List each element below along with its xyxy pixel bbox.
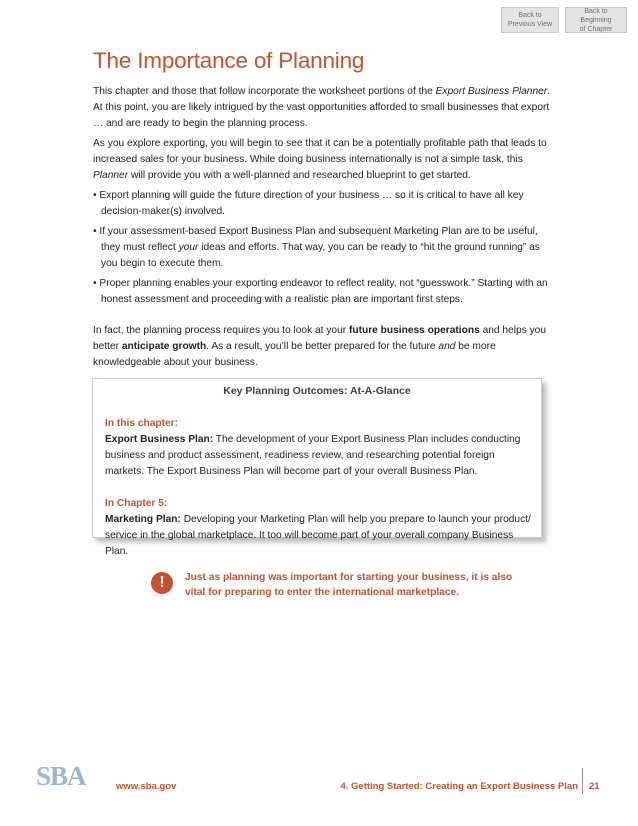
- text-strong: future business operations: [348, 325, 480, 336]
- text-span: . As a result, you’ll be better prepared for the future: [206, 341, 439, 352]
- bullet-item: [93, 276, 553, 308]
- text-span: As you explore exporting, you will begin to see that it can be a potentially profitable path that leads to increased sales for your business. While doing business internationally is not a simple task, this: [93, 138, 547, 165]
- callout-text: Just as planning was important for starting your business, it is also vital for preparing to enter the international marketplace.: [185, 572, 513, 598]
- text-emphasis: Export Business Planner: [435, 86, 548, 97]
- text-span: . At this point, you are likely intrigued by the vast opportunities afforded to small businesses that export … and are ready to begin the planning process.: [93, 86, 551, 129]
- text-span: and helps you better: [93, 325, 547, 352]
- sba-logo-text: SBA: [36, 763, 86, 787]
- text-span: If your assessment-based Export Business Plan and subsequent Marketing Plan are to be useful, they must reflect: [96, 226, 538, 253]
- text-emphasis: Planner: [93, 170, 129, 181]
- footer-url-link[interactable]: www.sba.gov: [116, 781, 177, 792]
- key-outcomes-box: [92, 378, 542, 557]
- conclusion-paragraph: [93, 323, 553, 371]
- callout-note: [151, 572, 511, 602]
- text-span: will provide you with a well-planned and researched blueprint to get started.: [128, 170, 471, 181]
- box-title: Key Planning Outcomes: At-A-Glance: [223, 385, 411, 397]
- exclamation-icon: !: [151, 572, 173, 594]
- bullet-marker: •: [93, 278, 97, 289]
- section-heading: In this chapter:: [105, 418, 179, 429]
- bullet-item: [93, 188, 553, 220]
- body-text: [93, 84, 553, 375]
- page-title: The Importance of Planning: [93, 48, 365, 73]
- text-emphasis: your: [178, 242, 199, 253]
- outcome-section-this-chapter: [105, 416, 533, 480]
- section-label: Marketing Plan:: [105, 514, 181, 525]
- bullet-marker: •: [93, 226, 97, 237]
- section-text: [105, 432, 533, 480]
- text-span: Developing your Marketing Plan will help you prepare to launch your product/ service in the global marketplace. It too will become part of your overall company Business Plan.: [105, 514, 531, 557]
- bullet-marker: •: [93, 190, 97, 201]
- section-heading: In Chapter 5:: [105, 498, 168, 509]
- text-span: Proper planning enables your exporting endeavor to reflect reality, not “guesswork.” Starting with an honest assessment and proceeding with a realistic plan are important first steps.: [96, 278, 548, 305]
- text-emphasis: and: [438, 341, 456, 352]
- text-span: The development of your Export Business Plan includes conducting business and product assessment, readiness review, and researching potential foreign markets. The Export Business Plan will become part of your overall Business Plan.: [105, 434, 521, 477]
- text-span: be more knowledgeable about your business.: [93, 341, 496, 368]
- back-to-previous-view-button[interactable]: Back to Previous View: [501, 7, 559, 33]
- outcome-section-chapter-5: [105, 496, 533, 560]
- intro-paragraph: [93, 84, 553, 132]
- bullet-item: [93, 224, 553, 272]
- explore-paragraph: [93, 136, 553, 184]
- sba-logo: [36, 763, 108, 787]
- box-body: [105, 416, 533, 576]
- back-to-beginning-of-chapter-button[interactable]: Back to Beginning of Chapter: [565, 7, 627, 33]
- text-span: Export planning will guide the future direction of your business … so it is critical to have all key decision-maker(s) involved.: [96, 190, 524, 217]
- section-text: [105, 512, 533, 560]
- text-strong: anticipate growth: [121, 341, 207, 352]
- text-span: This chapter and those that follow incorporate the worksheet portions of the: [93, 86, 436, 97]
- footer-chapter-title: 4. Getting Started: Creating an Export Business Plan: [340, 781, 578, 792]
- section-label: Export Business Plan:: [105, 434, 214, 445]
- text-span: ideas and efforts. That way, you can be ready to “hit the ground running” as you begin to execute them.: [101, 242, 540, 269]
- page-number: 21: [589, 781, 600, 792]
- text-span: In fact, the planning process requires you to look at your: [93, 325, 349, 336]
- footer-divider: [582, 768, 583, 794]
